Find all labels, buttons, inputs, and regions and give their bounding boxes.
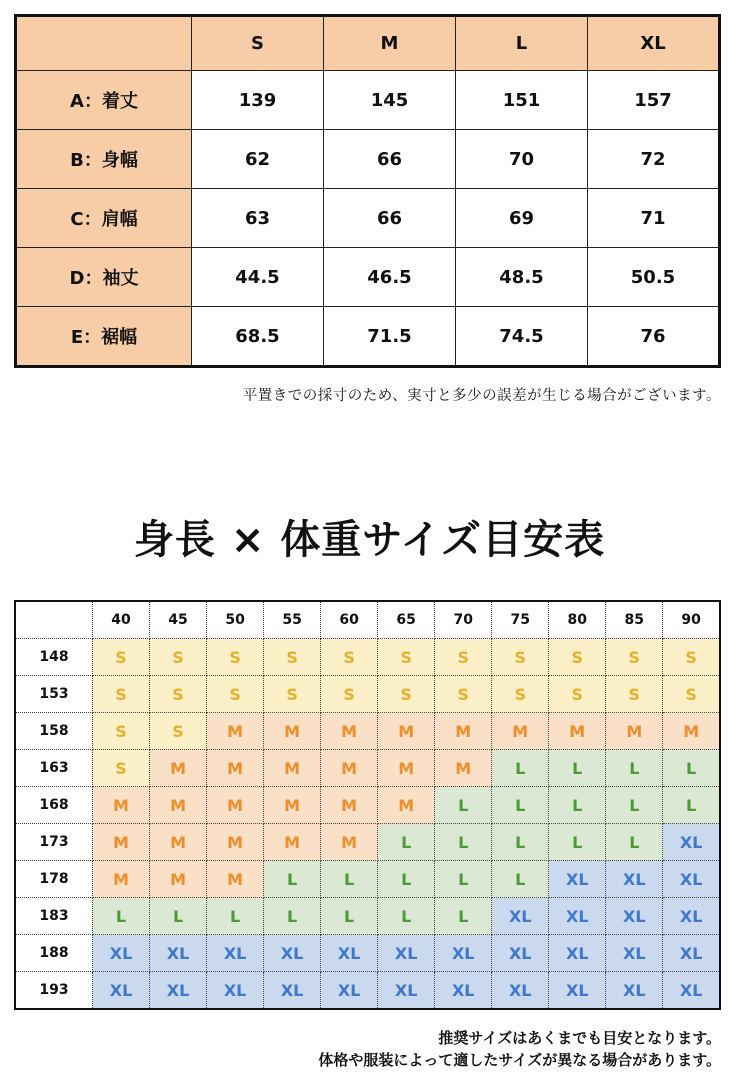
measurement-value: 139 xyxy=(192,71,324,130)
measurement-row xyxy=(16,71,720,130)
footer-notes xyxy=(318,1027,721,1071)
size-cell: L xyxy=(93,898,150,935)
measurement-value: 70 xyxy=(456,130,588,189)
size-cell: XL xyxy=(378,935,435,972)
size-cell: M xyxy=(93,787,150,824)
size-cell: S xyxy=(378,676,435,713)
height-row xyxy=(15,639,720,676)
size-cell: S xyxy=(663,676,720,713)
size-cell: M xyxy=(663,713,720,750)
size-cell: XL xyxy=(492,898,549,935)
size-cell: M xyxy=(264,750,321,787)
size-cell: L xyxy=(663,750,720,787)
size-cell: S xyxy=(321,676,378,713)
size-cell: XL xyxy=(663,935,720,972)
size-cell: L xyxy=(435,861,492,898)
size-cell: XL xyxy=(378,972,435,1010)
size-cell: S xyxy=(150,676,207,713)
size-cell: S xyxy=(264,639,321,676)
measurement-value: 62 xyxy=(192,130,324,189)
size-cell: L xyxy=(492,861,549,898)
measurement-value: 71.5 xyxy=(324,307,456,367)
size-cell: XL xyxy=(663,824,720,861)
size-header-cell: S xyxy=(192,16,324,71)
size-guide-heading: 身長 × 体重サイズ目安表 xyxy=(133,517,606,563)
weight-header-cell: 80 xyxy=(549,601,606,639)
size-cell: XL xyxy=(264,935,321,972)
weight-header-cell: 60 xyxy=(321,601,378,639)
size-cell: XL xyxy=(549,972,606,1010)
size-cell: M xyxy=(207,713,264,750)
size-cell: M xyxy=(321,824,378,861)
size-cell: XL xyxy=(321,935,378,972)
size-cell: L xyxy=(150,898,207,935)
measurement-label: D：袖丈 xyxy=(16,248,192,307)
measurement-value: 151 xyxy=(456,71,588,130)
weight-header-cell: 65 xyxy=(378,601,435,639)
size-header-row xyxy=(16,16,720,71)
size-cell: L xyxy=(663,787,720,824)
measurement-row xyxy=(16,130,720,189)
size-cell: XL xyxy=(150,935,207,972)
size-cell: XL xyxy=(606,898,663,935)
measurement-label: B：身幅 xyxy=(16,130,192,189)
height-label: 158 xyxy=(15,713,93,750)
height-label: 148 xyxy=(15,639,93,676)
measurement-value: 76 xyxy=(588,307,720,367)
size-header-corner xyxy=(16,16,192,71)
size-cell: S xyxy=(207,639,264,676)
weight-header-cell: 70 xyxy=(435,601,492,639)
size-cell: L xyxy=(606,750,663,787)
size-cell: L xyxy=(492,787,549,824)
weight-header-cell: 75 xyxy=(492,601,549,639)
size-cell: S xyxy=(492,676,549,713)
height-label: 153 xyxy=(15,676,93,713)
size-cell: L xyxy=(264,861,321,898)
measurement-label: E：裾幅 xyxy=(16,307,192,367)
size-cell: L xyxy=(435,824,492,861)
measurement-value: 66 xyxy=(324,130,456,189)
weight-header-cell: 90 xyxy=(663,601,720,639)
size-cell: M xyxy=(378,787,435,824)
size-cell: S xyxy=(492,639,549,676)
size-cell: M xyxy=(606,713,663,750)
weight-header-cell: 50 xyxy=(207,601,264,639)
size-cell: XL xyxy=(606,972,663,1010)
height-label: 163 xyxy=(15,750,93,787)
size-cell: XL xyxy=(492,972,549,1010)
size-cell: XL xyxy=(93,935,150,972)
height-row xyxy=(15,787,720,824)
size-cell: XL xyxy=(606,935,663,972)
size-cell: S xyxy=(150,713,207,750)
size-cell: M xyxy=(264,713,321,750)
size-cell: L xyxy=(207,898,264,935)
height-row xyxy=(15,713,720,750)
height-label: 188 xyxy=(15,935,93,972)
size-cell: M xyxy=(321,713,378,750)
measurement-value: 44.5 xyxy=(192,248,324,307)
measurement-value: 63 xyxy=(192,189,324,248)
size-cell: S xyxy=(93,639,150,676)
size-cell: M xyxy=(378,713,435,750)
size-cell: L xyxy=(492,824,549,861)
height-label: 183 xyxy=(15,898,93,935)
size-cell: S xyxy=(435,639,492,676)
size-cell: M xyxy=(549,713,606,750)
height-row xyxy=(15,676,720,713)
size-cell: XL xyxy=(207,972,264,1010)
size-cell: L xyxy=(606,824,663,861)
size-cell: XL xyxy=(150,972,207,1010)
size-cell: L xyxy=(378,861,435,898)
size-cell: M xyxy=(435,713,492,750)
size-cell: XL xyxy=(663,861,720,898)
measurement-row xyxy=(16,189,720,248)
size-cell: L xyxy=(435,787,492,824)
size-cell: M xyxy=(150,787,207,824)
height-label: 193 xyxy=(15,972,93,1010)
weight-header-row xyxy=(15,601,720,639)
size-cell: M xyxy=(492,713,549,750)
size-cell: M xyxy=(93,861,150,898)
weight-header-cell: 55 xyxy=(264,601,321,639)
measurement-value: 48.5 xyxy=(456,248,588,307)
size-cell: S xyxy=(93,676,150,713)
size-cell: XL xyxy=(663,898,720,935)
footer-note: 推奨サイズはあくまでも目安となります。 xyxy=(438,1029,721,1047)
size-chart-table xyxy=(14,14,721,368)
size-cell: XL xyxy=(93,972,150,1010)
size-cell: L xyxy=(549,750,606,787)
size-cell: L xyxy=(378,824,435,861)
height-row xyxy=(15,898,720,935)
size-cell: S xyxy=(606,676,663,713)
height-row xyxy=(15,824,720,861)
measurement-value: 66 xyxy=(324,189,456,248)
size-cell: S xyxy=(264,676,321,713)
size-cell: M xyxy=(150,824,207,861)
height-label: 168 xyxy=(15,787,93,824)
size-cell: S xyxy=(150,639,207,676)
size-cell: L xyxy=(321,861,378,898)
size-cell: XL xyxy=(606,861,663,898)
size-header-cell: M xyxy=(324,16,456,71)
measurement-value: 74.5 xyxy=(456,307,588,367)
size-cell: XL xyxy=(435,935,492,972)
size-header-cell: XL xyxy=(588,16,720,71)
size-cell: XL xyxy=(207,935,264,972)
size-cell: M xyxy=(321,750,378,787)
height-row xyxy=(15,750,720,787)
measurement-note: 平置きでの採寸のため、実寸と多少の誤差が生じる場合がございます。 xyxy=(242,388,721,404)
size-cell: M xyxy=(207,824,264,861)
size-cell: S xyxy=(549,639,606,676)
size-cell: L xyxy=(264,898,321,935)
measurement-value: 157 xyxy=(588,71,720,130)
measurement-value: 69 xyxy=(456,189,588,248)
size-cell: M xyxy=(264,824,321,861)
size-cell: XL xyxy=(435,972,492,1010)
size-cell: XL xyxy=(549,935,606,972)
measurement-label: C：肩幅 xyxy=(16,189,192,248)
size-cell: L xyxy=(549,824,606,861)
weight-header-cell: 40 xyxy=(93,601,150,639)
measurement-row xyxy=(16,307,720,367)
size-cell: L xyxy=(435,898,492,935)
size-cell: M xyxy=(207,861,264,898)
size-cell: S xyxy=(435,676,492,713)
weight-header-cell: 85 xyxy=(606,601,663,639)
height-row xyxy=(15,861,720,898)
size-cell: M xyxy=(93,824,150,861)
size-cell: XL xyxy=(549,861,606,898)
size-cell: L xyxy=(549,787,606,824)
measurement-value: 72 xyxy=(588,130,720,189)
size-cell: M xyxy=(207,750,264,787)
measurement-value: 68.5 xyxy=(192,307,324,367)
size-cell: XL xyxy=(663,972,720,1010)
measurement-label: A：着丈 xyxy=(16,71,192,130)
height-row xyxy=(15,935,720,972)
height-weight-size-grid xyxy=(14,600,721,1010)
size-cell: M xyxy=(264,787,321,824)
size-cell: L xyxy=(321,898,378,935)
size-cell: S xyxy=(606,639,663,676)
size-cell: XL xyxy=(321,972,378,1010)
size-cell: S xyxy=(549,676,606,713)
size-cell: M xyxy=(378,750,435,787)
size-cell: S xyxy=(93,750,150,787)
size-cell: S xyxy=(93,713,150,750)
measurement-row xyxy=(16,248,720,307)
size-cell: S xyxy=(663,639,720,676)
weight-header-cell: 45 xyxy=(150,601,207,639)
height-label: 173 xyxy=(15,824,93,861)
size-cell: M xyxy=(207,787,264,824)
grid-corner-cell xyxy=(15,601,93,639)
size-cell: M xyxy=(435,750,492,787)
size-cell: L xyxy=(606,787,663,824)
measurement-value: 145 xyxy=(324,71,456,130)
measurement-value: 71 xyxy=(588,189,720,248)
size-cell: XL xyxy=(264,972,321,1010)
size-cell: M xyxy=(321,787,378,824)
size-cell: XL xyxy=(549,898,606,935)
measurement-value: 46.5 xyxy=(324,248,456,307)
footer-note: 体格や服装によって適したサイズが異なる場合があります。 xyxy=(318,1051,721,1069)
measurement-value: 50.5 xyxy=(588,248,720,307)
size-header-cell: L xyxy=(456,16,588,71)
height-label: 178 xyxy=(15,861,93,898)
size-cell: M xyxy=(150,861,207,898)
height-row xyxy=(15,972,720,1010)
size-cell: M xyxy=(150,750,207,787)
size-cell: S xyxy=(378,639,435,676)
size-cell: S xyxy=(321,639,378,676)
size-cell: XL xyxy=(492,935,549,972)
size-cell: L xyxy=(378,898,435,935)
size-cell: L xyxy=(492,750,549,787)
size-cell: S xyxy=(207,676,264,713)
